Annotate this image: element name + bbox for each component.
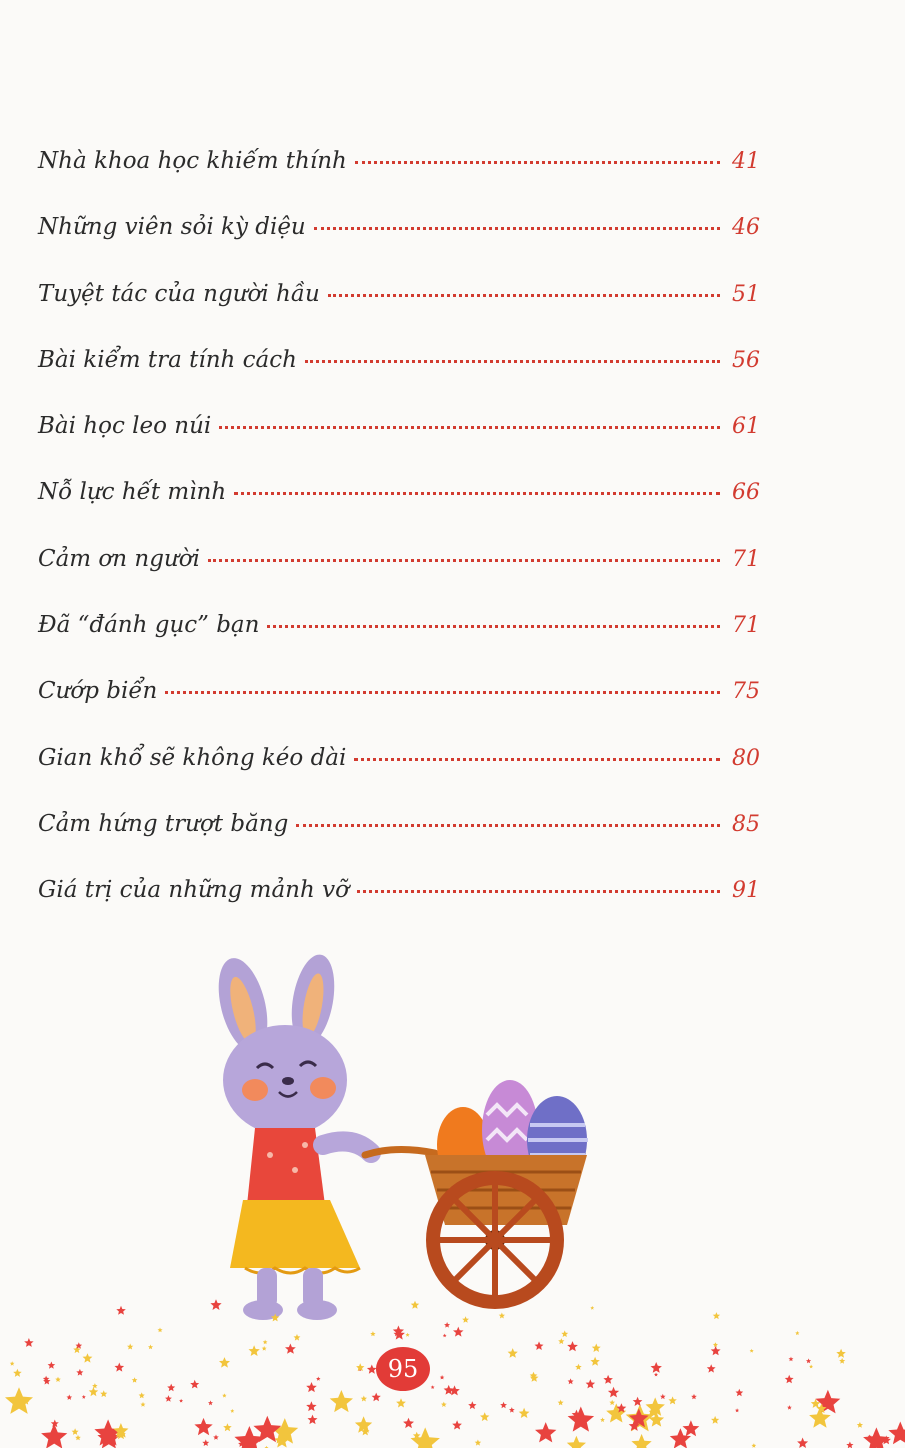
toc-dot-leader xyxy=(305,360,720,363)
star-shape xyxy=(846,1442,853,1448)
toc-entry-page: 71 xyxy=(732,546,760,572)
star-shape xyxy=(752,1443,757,1448)
toc-entry xyxy=(38,413,760,479)
star-shape xyxy=(208,1400,213,1405)
toc-entry-page: 71 xyxy=(732,613,760,639)
star-shape xyxy=(441,1402,447,1407)
star-shape xyxy=(603,1375,613,1384)
star-shape xyxy=(396,1398,406,1407)
star-shape xyxy=(499,1313,505,1319)
star-shape xyxy=(222,1393,226,1397)
star-shape xyxy=(535,1341,544,1350)
star-confetti-decoration xyxy=(0,1280,905,1448)
toc-entry-title: Nhà khoa học khiếm thính xyxy=(38,148,347,174)
toc-dot-leader xyxy=(208,559,720,562)
star-shape xyxy=(140,1402,145,1407)
star-shape xyxy=(785,1375,794,1383)
toc-entry xyxy=(38,612,760,678)
star-shape xyxy=(75,1435,81,1440)
star-shape xyxy=(453,1327,464,1337)
page-number-badge: 95 xyxy=(376,1347,430,1391)
star-shape xyxy=(48,1362,56,1369)
star-shape xyxy=(190,1380,199,1389)
star-shape xyxy=(590,1306,594,1310)
star-shape xyxy=(567,1341,578,1351)
star-shape xyxy=(403,1418,414,1428)
star-shape xyxy=(809,1407,831,1428)
star-shape xyxy=(262,1346,267,1351)
star-shape xyxy=(115,1363,125,1372)
toc-entry-page: 85 xyxy=(732,811,760,837)
star-shape xyxy=(711,1416,719,1424)
star-shape xyxy=(361,1396,367,1402)
star-shape xyxy=(586,1379,596,1388)
star-shape xyxy=(306,1382,317,1392)
star-shape xyxy=(713,1342,718,1347)
star-shape xyxy=(660,1394,666,1399)
toc-entry-page: 51 xyxy=(732,281,760,307)
star-shape xyxy=(567,1436,586,1448)
star-shape xyxy=(431,1385,435,1389)
star-shape xyxy=(558,1400,564,1406)
star-shape xyxy=(519,1408,530,1418)
star-shape xyxy=(500,1402,507,1409)
toc-dot-leader xyxy=(357,890,720,893)
star-shape xyxy=(127,1344,133,1350)
star-shape xyxy=(631,1434,651,1448)
star-shape xyxy=(468,1401,476,1409)
star-shape xyxy=(558,1338,564,1344)
toc-entry-page: 66 xyxy=(732,480,760,506)
star-shape xyxy=(651,1362,662,1373)
toc-entry xyxy=(38,479,760,545)
toc-dot-leader xyxy=(296,824,720,827)
star-shape xyxy=(230,1409,234,1413)
star-shape xyxy=(306,1401,316,1411)
bunny-skirt xyxy=(230,1200,360,1268)
star-shape xyxy=(568,1407,595,1432)
star-shape xyxy=(10,1361,15,1366)
star-shape xyxy=(606,1403,626,1422)
star-shape xyxy=(633,1397,643,1406)
star-shape xyxy=(406,1333,410,1337)
toc-entry xyxy=(38,214,760,280)
toc-entry-page: 80 xyxy=(732,745,760,771)
star-shape xyxy=(592,1344,601,1353)
star-shape xyxy=(806,1358,811,1363)
toc-entry xyxy=(38,745,760,811)
star-shape xyxy=(711,1346,721,1355)
star-shape xyxy=(475,1440,482,1446)
star-shape xyxy=(508,1348,518,1358)
star-shape xyxy=(452,1420,462,1429)
star-shape xyxy=(370,1331,375,1336)
star-shape xyxy=(294,1334,301,1341)
toc-entry-title: Bài học leo núi xyxy=(38,413,212,440)
star-shape xyxy=(5,1387,33,1414)
star-shape xyxy=(158,1328,163,1333)
star-shape xyxy=(132,1377,138,1382)
star-shape xyxy=(735,1408,739,1412)
toc-dot-leader xyxy=(314,227,720,230)
toc-entry xyxy=(38,281,760,347)
star-shape xyxy=(76,1369,83,1376)
toc-entry-title: Tuyệt tác của người hầu xyxy=(38,280,320,307)
star-shape xyxy=(285,1344,296,1354)
toc-entry xyxy=(38,546,760,612)
star-shape xyxy=(308,1415,318,1425)
star-shape xyxy=(839,1358,845,1364)
star-shape xyxy=(654,1373,658,1377)
bunny-shirt xyxy=(247,1128,325,1205)
star-shape xyxy=(750,1349,754,1353)
toc-entry-title: Giá trị của những mảnh vỡ xyxy=(38,877,349,904)
toc-dot-leader xyxy=(328,294,720,297)
toc-entry-title: Đã “đánh gục” bạn xyxy=(38,612,260,639)
star-shape xyxy=(888,1422,905,1445)
star-shape xyxy=(167,1384,175,1392)
star-shape xyxy=(809,1365,813,1369)
star-shape xyxy=(202,1439,209,1446)
toc-dot-leader xyxy=(355,161,720,164)
star-shape xyxy=(41,1424,67,1448)
star-shape xyxy=(836,1349,846,1358)
star-shape xyxy=(480,1412,489,1421)
star-shape xyxy=(249,1345,260,1356)
toc-entry-title: Cảm ơn người xyxy=(38,545,200,572)
star-shape xyxy=(213,1435,219,1440)
star-shape xyxy=(271,1314,279,1322)
star-shape xyxy=(789,1357,794,1362)
star-shape xyxy=(330,1390,353,1412)
toc-entry-page: 46 xyxy=(732,215,760,241)
star-shape xyxy=(535,1422,556,1442)
toc-entry-page: 41 xyxy=(732,149,760,174)
star-shape xyxy=(372,1393,381,1402)
star-shape xyxy=(55,1377,61,1382)
toc-entry-title: Nỗ lực hết mình xyxy=(38,479,227,506)
star-shape xyxy=(24,1338,33,1347)
star-shape xyxy=(443,1334,447,1338)
star-shape xyxy=(668,1396,676,1404)
toc-entry-page: 61 xyxy=(732,414,760,440)
toc-dot-leader xyxy=(267,625,720,628)
star-shape xyxy=(82,1395,86,1399)
toc-entry-page: 75 xyxy=(732,679,760,705)
star-shape xyxy=(165,1395,172,1402)
toc-dot-leader xyxy=(165,691,720,694)
star-shape xyxy=(797,1438,808,1448)
star-shape xyxy=(608,1387,619,1398)
toc-entry-title: Gian khổ sẽ không kéo dài xyxy=(38,744,347,771)
toc-entry xyxy=(38,347,760,413)
toc-entry-page: 91 xyxy=(732,878,760,904)
bunny-cart-illustration xyxy=(195,950,605,1330)
star-shape xyxy=(148,1345,153,1350)
star-shape xyxy=(83,1353,93,1362)
star-shape xyxy=(72,1428,79,1435)
star-shape xyxy=(691,1394,697,1399)
toc-entry xyxy=(38,678,760,744)
toc-entry-title: Cảm hứng trượt băng xyxy=(38,810,289,837)
star-shape xyxy=(92,1383,98,1388)
star-shape xyxy=(509,1407,515,1413)
star-shape xyxy=(787,1405,792,1410)
star-shape xyxy=(194,1418,212,1435)
toc-entry-page: 56 xyxy=(732,347,760,373)
toc-dot-leader xyxy=(354,758,720,761)
toc-entry xyxy=(38,877,760,943)
star-shape xyxy=(67,1395,73,1400)
star-shape xyxy=(600,1417,605,1422)
star-shape xyxy=(179,1399,183,1403)
star-shape xyxy=(100,1390,107,1397)
star-shape xyxy=(13,1369,22,1377)
star-shape xyxy=(210,1299,221,1310)
toc-entry xyxy=(38,811,760,877)
star-shape xyxy=(440,1375,445,1379)
star-shape xyxy=(683,1420,700,1436)
star-shape xyxy=(736,1389,744,1396)
star-shape xyxy=(568,1378,574,1384)
star-shape xyxy=(316,1377,320,1381)
star-shape xyxy=(223,1423,232,1431)
star-shape xyxy=(857,1422,863,1428)
star-shape xyxy=(219,1357,230,1368)
star-shape xyxy=(707,1364,716,1372)
toc-entry-title: Bài kiểm tra tính cách xyxy=(38,346,297,373)
toc-dot-leader xyxy=(219,426,720,429)
star-shape xyxy=(561,1330,568,1337)
star-shape xyxy=(411,1301,420,1309)
star-shape xyxy=(444,1322,450,1328)
star-shape xyxy=(713,1312,720,1319)
star-shape xyxy=(116,1306,126,1315)
toc-entry-title: Những viên sỏi kỳ diệu xyxy=(38,214,306,241)
toc-entry-title: Cướp biển xyxy=(38,678,158,705)
star-shape xyxy=(263,1340,268,1344)
star-shape xyxy=(139,1392,145,1398)
star-shape xyxy=(609,1400,615,1405)
star-shape xyxy=(575,1364,582,1370)
toc-entry xyxy=(38,148,760,214)
star-shape xyxy=(89,1387,99,1396)
table-of-contents xyxy=(38,148,760,944)
star-shape xyxy=(795,1331,799,1335)
star-shape xyxy=(462,1316,469,1322)
star-shape xyxy=(590,1357,599,1366)
toc-dot-leader xyxy=(234,492,720,495)
